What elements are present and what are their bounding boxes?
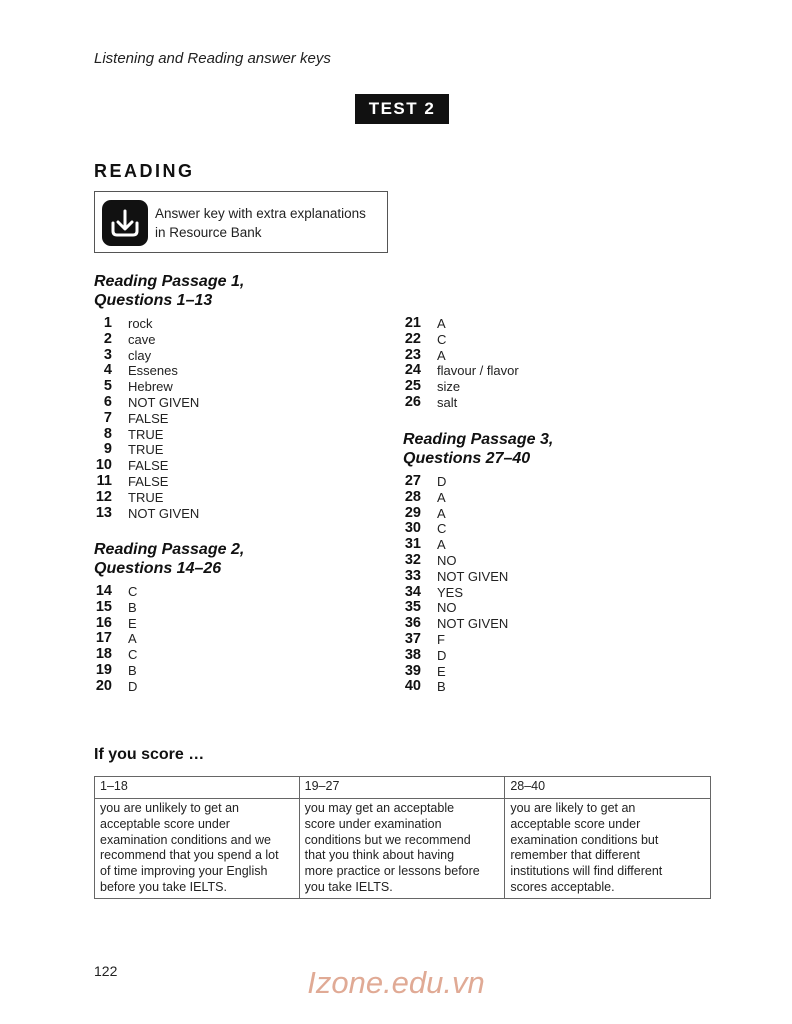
answer-text: FALSE — [128, 410, 169, 426]
question-number: 10 — [95, 457, 112, 474]
question-number: 24 — [404, 362, 421, 379]
score-table-header-row — [95, 777, 711, 799]
passage-1-title-line-2: Questions 1–13 — [94, 292, 213, 309]
answer-item — [403, 664, 603, 680]
answer-text: cave — [128, 331, 156, 347]
answer-text: E — [128, 615, 137, 631]
answer-item — [403, 585, 603, 601]
passage-2-title — [94, 540, 244, 578]
answer-item — [403, 316, 603, 332]
score-range-1: 1–18 — [95, 777, 300, 799]
score-description-line: before you take IELTS. — [100, 879, 227, 894]
question-number: 18 — [95, 646, 112, 663]
answer-item — [403, 648, 603, 664]
answer-text: D — [437, 474, 447, 489]
answer-item — [403, 569, 603, 585]
score-description-line: conditions but we recommend — [304, 832, 471, 847]
question-number: 39 — [404, 662, 421, 679]
question-number: 16 — [95, 614, 112, 631]
answer-text: TRUE — [128, 489, 164, 505]
resource-line-1: Answer key with extra explanations — [155, 206, 366, 221]
passage-1-title-line-1: Reading Passage 1, — [94, 273, 245, 290]
score-description-line: score under examination — [304, 816, 442, 831]
resource-bank-box — [94, 191, 388, 253]
answer-text: A — [437, 505, 446, 521]
passage-1-title — [94, 272, 244, 310]
answer-text: C — [128, 584, 138, 599]
passage-3-title-line-2: Questions 27–40 — [403, 450, 531, 467]
score-table — [94, 776, 711, 899]
answer-item — [403, 395, 603, 411]
score-description-1 — [95, 799, 300, 899]
passage-2-title-line-1: Reading Passage 2, — [94, 541, 245, 558]
question-number: 1 — [103, 315, 112, 331]
question-number: 3 — [103, 346, 112, 363]
passage-2-answers-part-1 — [94, 584, 294, 695]
answer-item — [403, 679, 603, 695]
question-number: 40 — [404, 678, 421, 695]
answer-text: NO — [437, 552, 457, 568]
answer-text: A — [437, 489, 446, 505]
question-number: 6 — [103, 393, 112, 410]
answer-item — [403, 506, 603, 522]
answer-text: Essenes — [128, 363, 178, 379]
question-number: 2 — [103, 330, 112, 347]
answer-text: B — [437, 679, 446, 695]
score-description-line: acceptable score under — [100, 816, 230, 831]
question-number: 19 — [95, 661, 112, 678]
answer-text: D — [128, 678, 138, 694]
question-number: 25 — [404, 378, 421, 395]
score-description-line: more practice or lessons before — [304, 864, 480, 879]
score-description-line: examination conditions but — [510, 832, 659, 847]
score-description-line: institutions will find different — [510, 864, 663, 879]
answer-text: D — [437, 647, 447, 663]
question-number: 32 — [404, 551, 421, 568]
score-description-3 — [505, 799, 711, 899]
answer-item — [403, 553, 603, 569]
answer-text: rock — [128, 316, 153, 331]
question-number: 35 — [404, 599, 421, 616]
answer-text: A — [437, 316, 446, 331]
answer-text: B — [128, 662, 137, 678]
score-range-3: 28–40 — [505, 777, 711, 799]
question-number: 21 — [404, 315, 421, 331]
score-description-line: scores acceptable. — [510, 879, 615, 894]
answer-item — [403, 348, 603, 364]
question-number: 7 — [103, 409, 112, 426]
answer-item — [94, 316, 294, 332]
score-description-line: you may get an acceptable — [304, 801, 455, 815]
question-number: 15 — [95, 598, 112, 615]
score-description-2 — [299, 799, 505, 899]
page-number: 122 — [94, 963, 118, 979]
test-label-badge: TEST 2 — [355, 94, 449, 124]
answer-item — [403, 600, 603, 616]
answer-text: C — [437, 331, 447, 347]
answer-item — [94, 442, 294, 458]
answer-text: flavour / flavor — [437, 363, 519, 379]
question-number: 28 — [404, 488, 421, 505]
answer-text: A — [128, 631, 137, 647]
answer-text: size — [437, 379, 461, 395]
answer-text: NOT GIVEN — [437, 568, 509, 584]
score-heading: If you score … — [94, 746, 205, 763]
answer-text: TRUE — [128, 442, 164, 458]
question-number: 17 — [95, 630, 112, 647]
question-number: 23 — [404, 346, 421, 363]
section-heading: READING — [94, 161, 195, 181]
question-number: 34 — [404, 583, 421, 600]
answer-item — [94, 663, 294, 679]
answer-item — [403, 363, 603, 379]
question-number: 38 — [404, 646, 421, 663]
answer-item — [94, 348, 294, 364]
question-number: 30 — [404, 520, 421, 537]
question-number: 4 — [103, 362, 112, 379]
score-description-line: recommend that you spend a lot — [100, 848, 279, 863]
answer-text: NOT GIVEN — [437, 616, 509, 632]
score-description-line: of time improving your English — [100, 864, 268, 879]
answer-item — [94, 506, 294, 522]
answer-text: NOT GIVEN — [128, 394, 200, 410]
answer-text: salt — [437, 394, 458, 410]
question-number: 14 — [95, 583, 112, 599]
answer-text: C — [128, 647, 138, 663]
answer-item — [94, 679, 294, 695]
score-description-line: you are unlikely to get an — [100, 801, 239, 815]
score-description-line: you are likely to get an — [510, 801, 636, 815]
answer-item — [403, 537, 603, 553]
answer-item — [403, 632, 603, 648]
answer-item — [94, 395, 294, 411]
passage-2-answers-part-2 — [403, 316, 603, 411]
running-header: Listening and Reading answer keys — [94, 50, 331, 67]
answer-text: TRUE — [128, 426, 164, 442]
answer-item — [94, 458, 294, 474]
answer-text: E — [437, 663, 446, 679]
question-number: 29 — [404, 504, 421, 521]
answer-text: NO — [437, 600, 457, 616]
answer-text: NOT GIVEN — [128, 505, 200, 521]
answer-item — [403, 490, 603, 506]
answer-item — [403, 379, 603, 395]
answer-item — [94, 474, 294, 490]
answer-item — [94, 427, 294, 443]
answer-text: F — [437, 631, 445, 647]
answer-item — [94, 600, 294, 616]
question-number: 11 — [96, 472, 112, 489]
score-description-line: remember that different — [510, 848, 641, 863]
answer-item — [94, 631, 294, 647]
question-number: 33 — [404, 567, 421, 584]
answer-text: FALSE — [128, 458, 169, 474]
question-number: 9 — [103, 441, 112, 458]
score-description-line: acceptable score under — [510, 816, 641, 831]
question-number: 12 — [95, 488, 112, 505]
score-description-line: you take IELTS. — [304, 879, 393, 894]
question-number: 26 — [404, 393, 421, 410]
question-number: 31 — [404, 536, 421, 553]
resource-line-2: in Resource Bank — [155, 225, 262, 240]
answer-item — [94, 647, 294, 663]
answer-item — [403, 332, 603, 348]
score-table-description-row — [95, 799, 711, 899]
score-range-2: 19–27 — [299, 777, 505, 799]
answer-item — [403, 521, 603, 537]
answer-text: A — [437, 347, 446, 363]
passage-3-title — [403, 430, 553, 468]
question-number: 8 — [103, 425, 112, 442]
passage-3-answers — [403, 474, 603, 695]
answer-text: Hebrew — [128, 379, 173, 395]
answer-item — [94, 332, 294, 348]
answer-text: A — [437, 537, 446, 553]
answer-item — [403, 616, 603, 632]
question-number: 5 — [103, 378, 112, 395]
answer-text: clay — [128, 347, 152, 363]
answer-text: YES — [437, 584, 464, 600]
question-number: 13 — [95, 504, 112, 521]
answer-item — [94, 584, 294, 600]
answer-item — [94, 411, 294, 427]
question-number: 27 — [404, 473, 421, 489]
question-number: 22 — [404, 330, 421, 347]
score-description-line: examination conditions and we — [100, 832, 271, 847]
passage-2-title-line-2: Questions 14–26 — [94, 560, 222, 577]
passage-1-answers — [94, 316, 294, 521]
resource-bank-text — [155, 204, 387, 242]
answer-text: B — [128, 599, 137, 615]
answer-item — [94, 616, 294, 632]
answer-item — [94, 490, 294, 506]
answer-text: C — [437, 521, 447, 537]
passage-3-title-line-1: Reading Passage 3, — [403, 431, 554, 448]
score-description-line: that you think about having — [304, 848, 455, 863]
answer-item — [94, 363, 294, 379]
question-number: 37 — [404, 630, 421, 647]
question-number: 36 — [404, 615, 421, 632]
download-icon — [102, 200, 148, 246]
watermark-text: Izone.edu.vn — [307, 965, 485, 1000]
answer-text: FALSE — [128, 473, 169, 489]
answer-item — [403, 474, 603, 490]
answer-item — [94, 379, 294, 395]
question-number: 20 — [95, 677, 112, 694]
